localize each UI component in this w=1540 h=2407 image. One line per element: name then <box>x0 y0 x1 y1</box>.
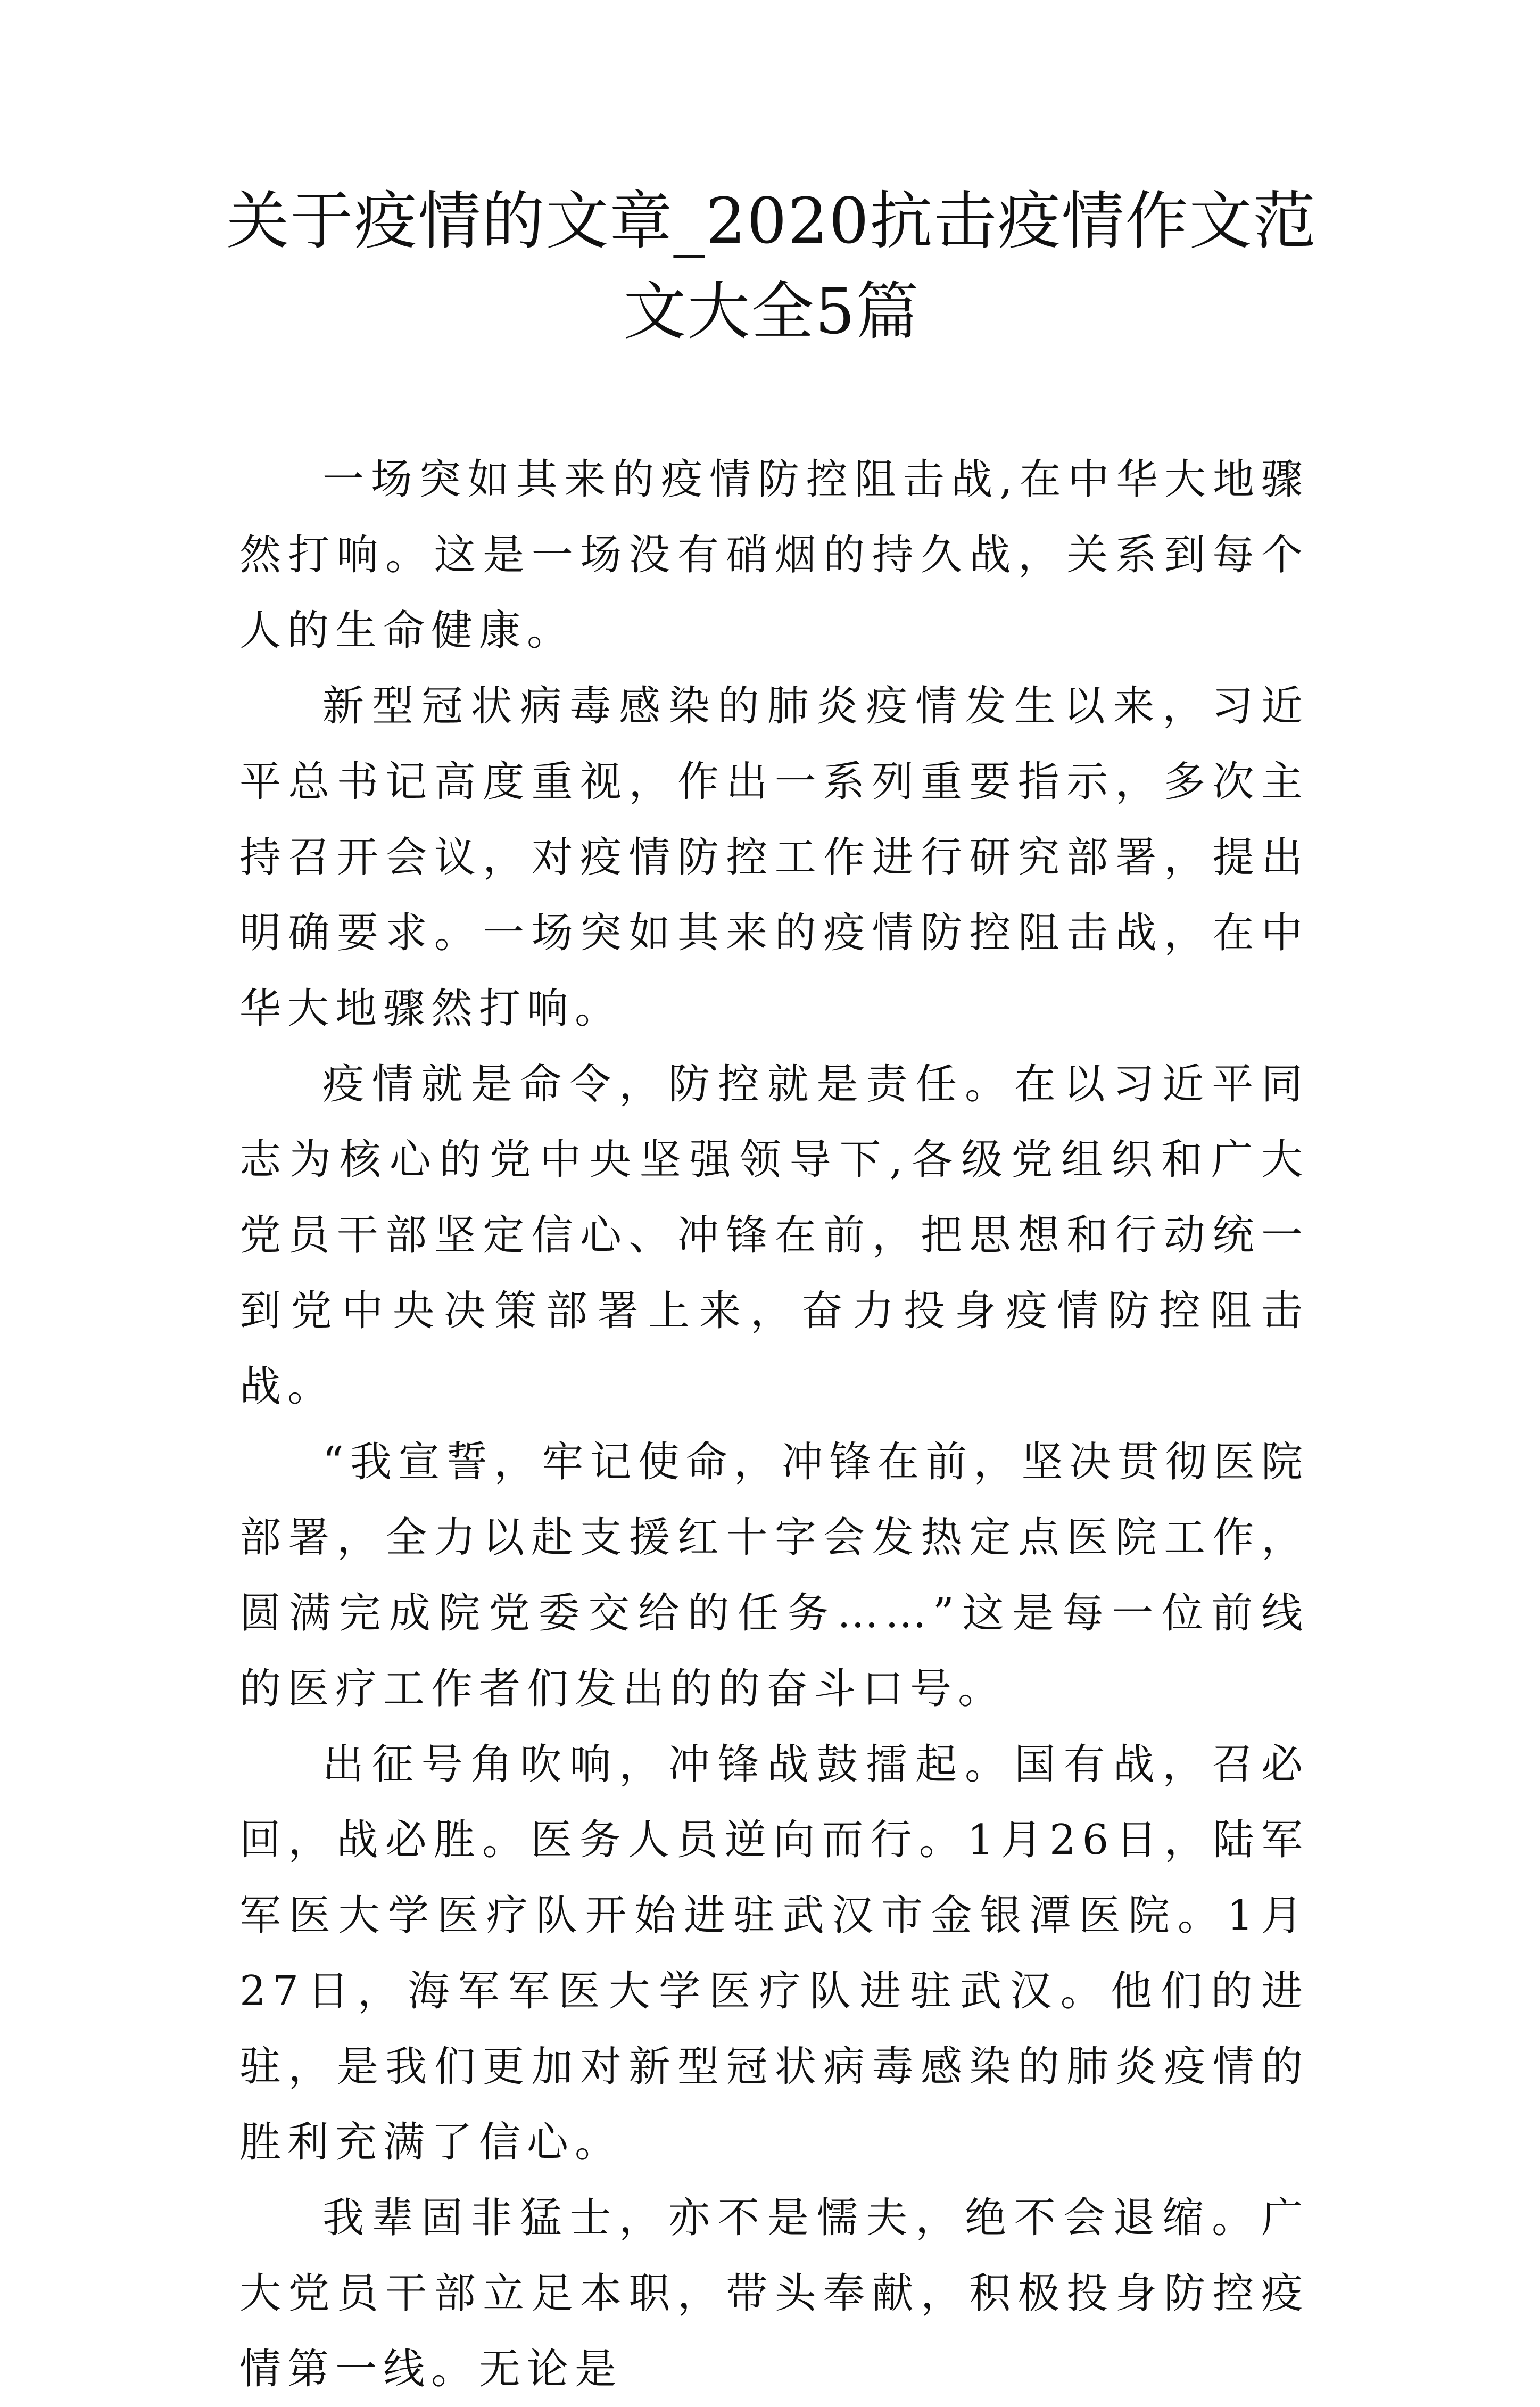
paragraph-6: 我辈固非猛士，亦不是懦夫，绝不会退缩。广大党员干部立足本职，带头奉献，积极投身防控疫情第一线。无论是 <box>239 2194 1309 2393</box>
paragraph-5: 出征号角吹响，冲锋战鼓擂起。国有战，召必回，战必胜。医务人员逆向而行。1月26日，陆军军医大学医疗队开始进驻武汉市金银潭医院。1月27日，海军军医大学医疗队进驻武汉。他们的进驻，是我们更加对新型冠状病毒感染的肺炎疫情的胜利充满了信心。 <box>239 1741 1309 2166</box>
paragraph-1: 一场突如其来的疫情防控阻击战,在中华大地骤然打响。这是一场没有硝烟的持久战，关系到每个人的生命健康。 <box>239 456 1309 655</box>
document-title: 关于疫情的文章_2020抗击疫情作文范文大全5篇 <box>226 184 1317 348</box>
document-body <box>239 442 1309 2407</box>
paragraph-2: 新型冠状病毒感染的肺炎疫情发生以来，习近平总书记高度重视，作出一系列重要指示，多次主持召开会议，对疫情防控工作进行研究部署，提出明确要求。一场突如其来的疫情防控阻击战，在中华大地骤然打响。 <box>239 682 1309 1033</box>
paragraph-4: “我宣誓，牢记使命，冲锋在前，坚决贯彻医院部署，全力以赴支援红十字会发热定点医院工作，圆满完成院党委交给的任务……”这是每一位前线的医疗工作者们发出的的奋斗口号。 <box>239 1438 1309 1713</box>
paragraph-3: 疫情就是命令，防控就是责任。在以习近平同志为核心的党中央坚强领导下,各级党组织和广大党员干部坚定信心、冲锋在前，把思想和行动统一到党中央决策部署上来，奋力投身疫情防控阻击战。 <box>239 1060 1309 1411</box>
